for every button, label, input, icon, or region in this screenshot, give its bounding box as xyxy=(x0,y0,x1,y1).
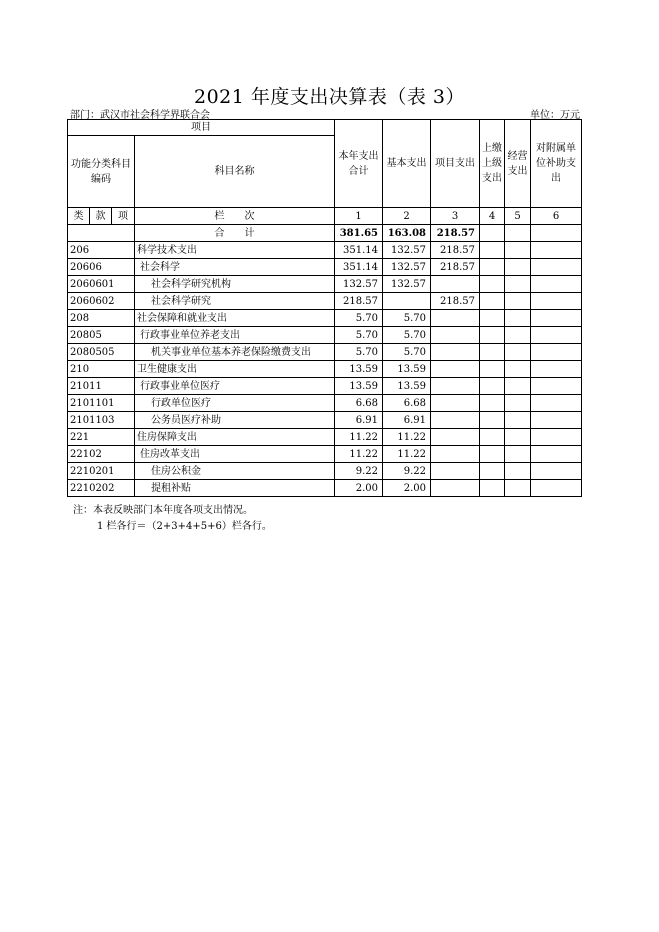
total-c5 xyxy=(505,225,531,242)
row-c5 xyxy=(505,429,531,446)
row-c5 xyxy=(505,293,531,310)
row-c6 xyxy=(531,259,582,276)
row-code: 210 xyxy=(68,361,135,378)
row-c4 xyxy=(480,395,505,412)
row-c6 xyxy=(531,412,582,429)
row-c6 xyxy=(531,480,582,497)
row-code: 2101101 xyxy=(68,395,135,412)
row-name: 公务员医疗补助 xyxy=(135,412,335,429)
row-c1: 11.22 xyxy=(335,446,383,463)
row-c5 xyxy=(505,276,531,293)
col3-header: 项目支出 xyxy=(431,120,480,208)
header-row-1 xyxy=(68,120,582,136)
col6-header: 对附属单位补助支出 xyxy=(531,120,582,208)
table-row xyxy=(68,480,582,497)
row-c3 xyxy=(431,276,480,293)
row-code: 2210202 xyxy=(68,480,135,497)
col1-header: 本年支出合计 xyxy=(335,120,383,208)
row-name: 行政单位医疗 xyxy=(135,395,335,412)
row-c4 xyxy=(480,327,505,344)
row-c6 xyxy=(531,327,582,344)
col4-header: 上缴上级支出 xyxy=(480,120,505,208)
row-code: 221 xyxy=(68,429,135,446)
row-c6 xyxy=(531,344,582,361)
total-label: 合 计 xyxy=(135,225,335,242)
row-c6 xyxy=(531,276,582,293)
col-number-3: 3 xyxy=(431,208,480,225)
lei-header: 类 xyxy=(68,208,90,225)
row-name: 行政事业单位医疗 xyxy=(135,378,335,395)
row-c2: 132.57 xyxy=(383,276,431,293)
row-c5 xyxy=(505,480,531,497)
row-c4 xyxy=(480,344,505,361)
row-c5 xyxy=(505,395,531,412)
header-row-3 xyxy=(68,208,582,225)
row-c4 xyxy=(480,276,505,293)
row-c5 xyxy=(505,344,531,361)
row-c3 xyxy=(431,412,480,429)
row-c1: 5.70 xyxy=(335,327,383,344)
row-c1: 6.91 xyxy=(335,412,383,429)
row-name: 科学技术支出 xyxy=(135,242,335,259)
total-c4 xyxy=(480,225,505,242)
row-code: 2101103 xyxy=(68,412,135,429)
row-c1: 132.57 xyxy=(335,276,383,293)
row-c3 xyxy=(431,395,480,412)
table-row xyxy=(68,412,582,429)
col-number-6: 6 xyxy=(531,208,582,225)
row-code: 2080505 xyxy=(68,344,135,361)
row-c1: 13.59 xyxy=(335,361,383,378)
table-row xyxy=(68,429,582,446)
kuan-header: 款 xyxy=(90,208,112,225)
row-name: 行政事业单位养老支出 xyxy=(135,327,335,344)
row-c2: 6.91 xyxy=(383,412,431,429)
row-c4 xyxy=(480,429,505,446)
row-c5 xyxy=(505,412,531,429)
row-c5 xyxy=(505,463,531,480)
row-c3 xyxy=(431,378,480,395)
row-c4 xyxy=(480,310,505,327)
row-c1: 218.57 xyxy=(335,293,383,310)
total-c3: 218.57 xyxy=(431,225,480,242)
row-code: 208 xyxy=(68,310,135,327)
row-c1: 2.00 xyxy=(335,480,383,497)
row-c2: 132.57 xyxy=(383,259,431,276)
row-c3: 218.57 xyxy=(431,293,480,310)
row-c2: 6.68 xyxy=(383,395,431,412)
row-c4 xyxy=(480,361,505,378)
col2-header: 基本支出 xyxy=(383,120,431,208)
row-c1: 5.70 xyxy=(335,344,383,361)
row-c1: 13.59 xyxy=(335,378,383,395)
note-line-2: 1 栏各行＝（2+3+4+5+6）栏各行。 xyxy=(97,521,272,532)
row-c3 xyxy=(431,327,480,344)
row-c1: 6.68 xyxy=(335,395,383,412)
table-row xyxy=(68,446,582,463)
table-row xyxy=(68,242,582,259)
row-c4 xyxy=(480,378,505,395)
row-c2: 2.00 xyxy=(383,480,431,497)
total-c1: 381.65 xyxy=(335,225,383,242)
col-number-5: 5 xyxy=(505,208,531,225)
row-c2: 9.22 xyxy=(383,463,431,480)
row-c4 xyxy=(480,242,505,259)
total-code-cell xyxy=(68,225,135,242)
row-c1: 5.70 xyxy=(335,310,383,327)
row-name: 社会保障和就业支出 xyxy=(135,310,335,327)
col-number-4: 4 xyxy=(480,208,505,225)
row-c4 xyxy=(480,259,505,276)
col-number-2: 2 xyxy=(383,208,431,225)
row-c6 xyxy=(531,463,582,480)
table-row xyxy=(68,310,582,327)
row-code: 2060601 xyxy=(68,276,135,293)
table-row xyxy=(68,361,582,378)
row-c4 xyxy=(480,480,505,497)
row-c6 xyxy=(531,361,582,378)
unit-label: 单位：万元 xyxy=(530,110,580,121)
row-code: 20606 xyxy=(68,259,135,276)
row-c3: 218.57 xyxy=(431,242,480,259)
row-c2 xyxy=(383,293,431,310)
row-c5 xyxy=(505,242,531,259)
row-c2: 11.22 xyxy=(383,446,431,463)
row-c6 xyxy=(531,293,582,310)
row-c5 xyxy=(505,310,531,327)
total-row xyxy=(68,225,582,242)
row-c1: 351.14 xyxy=(335,242,383,259)
row-c3 xyxy=(431,429,480,446)
row-c2: 13.59 xyxy=(383,361,431,378)
row-c6 xyxy=(531,429,582,446)
row-c5 xyxy=(505,259,531,276)
table-row xyxy=(68,395,582,412)
row-c5 xyxy=(505,361,531,378)
row-c3: 218.57 xyxy=(431,259,480,276)
total-c2: 163.08 xyxy=(383,225,431,242)
col-number-1: 1 xyxy=(335,208,383,225)
row-name: 社会科学 xyxy=(135,259,335,276)
row-c3 xyxy=(431,463,480,480)
row-c5 xyxy=(505,378,531,395)
row-c2: 5.70 xyxy=(383,310,431,327)
row-code: 22102 xyxy=(68,446,135,463)
lanci-header: 栏 次 xyxy=(135,208,335,225)
func-code-header: 功能分类科目编码 xyxy=(68,136,135,208)
row-c2: 13.59 xyxy=(383,378,431,395)
subject-name-header: 科目名称 xyxy=(135,136,335,208)
row-c3 xyxy=(431,344,480,361)
row-c6 xyxy=(531,378,582,395)
expenditure-table xyxy=(67,119,582,497)
table-row xyxy=(68,344,582,361)
table-row xyxy=(68,259,582,276)
row-c1: 11.22 xyxy=(335,429,383,446)
row-code: 2060602 xyxy=(68,293,135,310)
table-row xyxy=(68,463,582,480)
note-line-1: 注：本表反映部门本年度各项支出情况。 xyxy=(73,505,253,516)
row-name: 提租补贴 xyxy=(135,480,335,497)
row-name: 社会科学研究 xyxy=(135,293,335,310)
row-name: 机关事业单位基本养老保险缴费支出 xyxy=(135,344,335,361)
row-c4 xyxy=(480,412,505,429)
row-c3 xyxy=(431,361,480,378)
page-title: 2021 年度支出决算表（表 3） xyxy=(193,86,466,108)
table-row xyxy=(68,378,582,395)
row-c4 xyxy=(480,293,505,310)
project-header: 项目 xyxy=(68,120,335,136)
row-c1: 351.14 xyxy=(335,259,383,276)
row-c4 xyxy=(480,446,505,463)
row-name: 卫生健康支出 xyxy=(135,361,335,378)
row-c5 xyxy=(505,446,531,463)
table-row xyxy=(68,276,582,293)
row-c3 xyxy=(431,446,480,463)
table-row xyxy=(68,327,582,344)
row-c6 xyxy=(531,395,582,412)
row-c4 xyxy=(480,463,505,480)
row-c6 xyxy=(531,446,582,463)
xiang-header: 项 xyxy=(112,208,135,225)
row-c6 xyxy=(531,242,582,259)
row-c3 xyxy=(431,480,480,497)
row-code: 21011 xyxy=(68,378,135,395)
row-c2: 11.22 xyxy=(383,429,431,446)
row-c5 xyxy=(505,327,531,344)
row-name: 社会科学研究机构 xyxy=(135,276,335,293)
row-code: 2210201 xyxy=(68,463,135,480)
table-row xyxy=(68,293,582,310)
row-name: 住房保障支出 xyxy=(135,429,335,446)
col5-header: 经营支出 xyxy=(505,120,531,208)
row-c3 xyxy=(431,310,480,327)
total-c6 xyxy=(531,225,582,242)
department-label: 部门：武汉市社会科学界联合会 xyxy=(70,110,210,121)
row-c1: 9.22 xyxy=(335,463,383,480)
row-code: 206 xyxy=(68,242,135,259)
row-c2: 5.70 xyxy=(383,327,431,344)
row-c2: 5.70 xyxy=(383,344,431,361)
row-c6 xyxy=(531,310,582,327)
row-code: 20805 xyxy=(68,327,135,344)
row-c2: 132.57 xyxy=(383,242,431,259)
row-name: 住房改革支出 xyxy=(135,446,335,463)
row-name: 住房公积金 xyxy=(135,463,335,480)
